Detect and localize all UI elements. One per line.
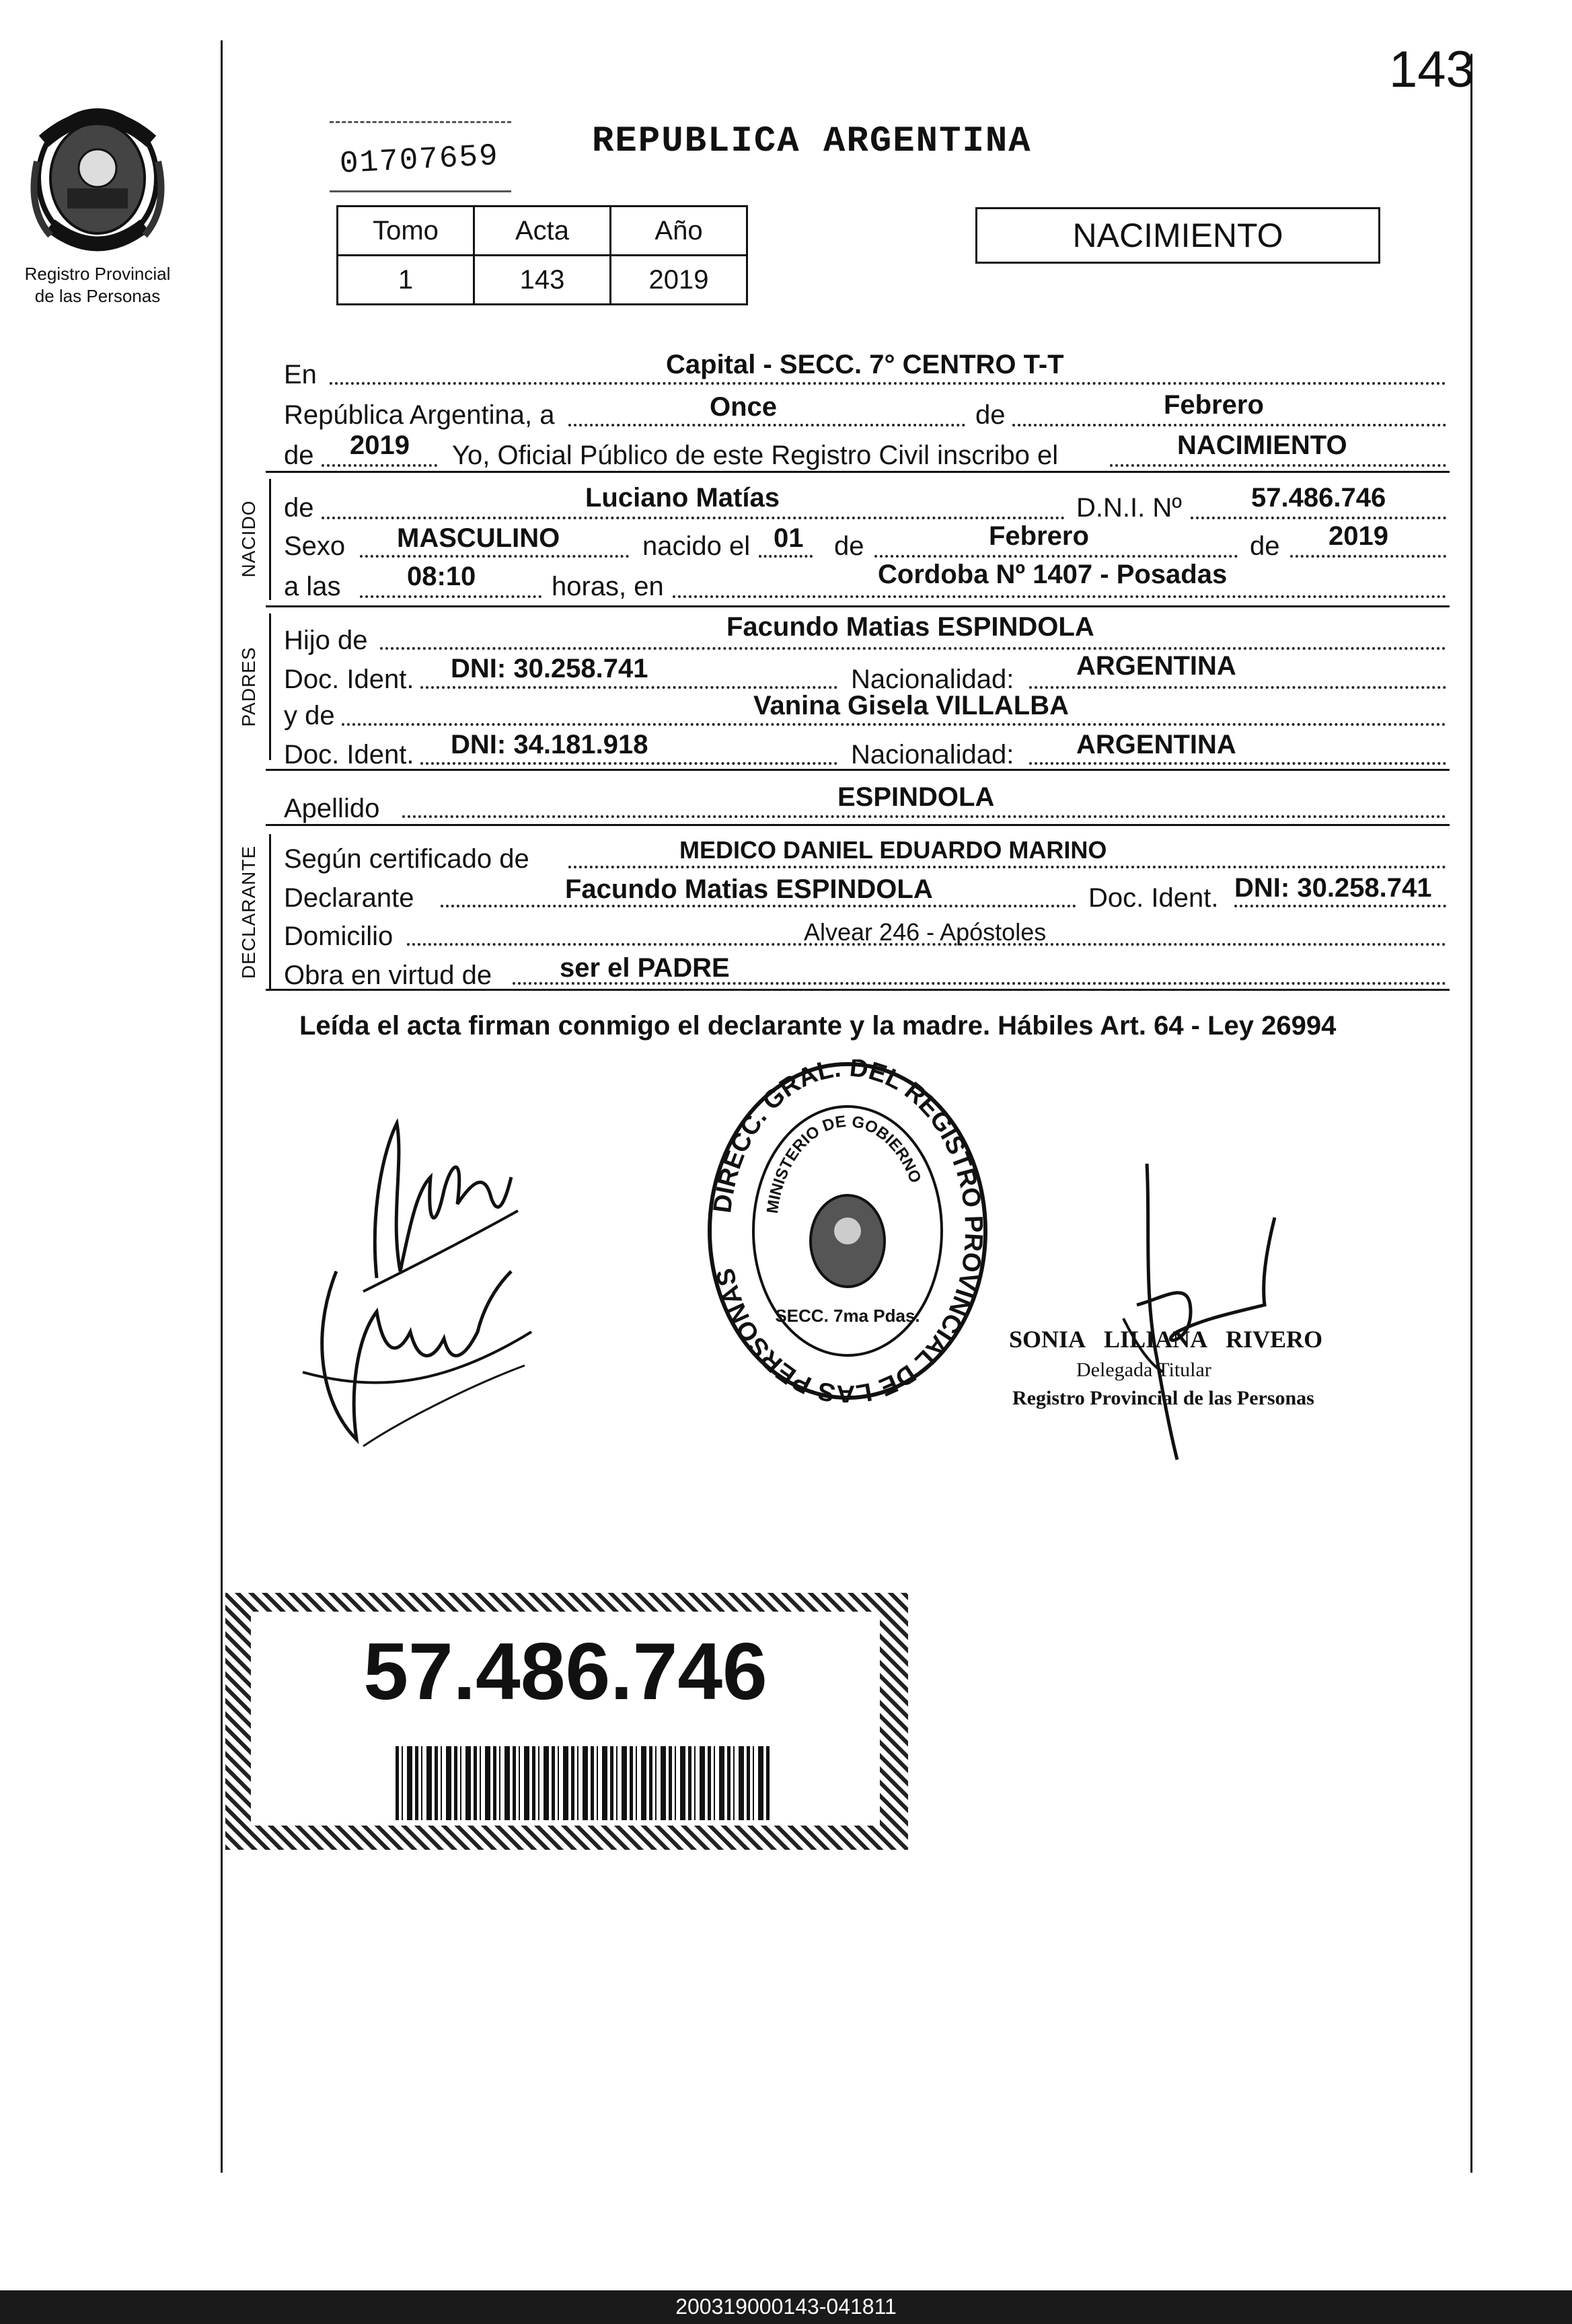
- seal-bottom-text: SECC. 7ma Pdas.: [775, 1306, 920, 1326]
- nacido-de-label-2: de: [834, 531, 864, 561]
- father-name: Facundo Matias ESPINDOLA: [726, 612, 1094, 642]
- dni-dots: [1191, 517, 1446, 519]
- record-type: NACIMIENTO: [1072, 217, 1283, 254]
- declarante-dots: [441, 905, 1076, 907]
- mother-name: Vanina Gisela VILLALBA: [753, 691, 1070, 720]
- y-de-label: y de: [284, 701, 335, 730]
- dni-barcode: [396, 1746, 772, 1820]
- birth-year-dots: [1290, 555, 1446, 558]
- seal-outer-text: DIRECC. GRAL. DEL REGISTRO PROVINCIAL DE LAS PERSONAS: [708, 1059, 988, 1402]
- father-nationality: ARGENTINA: [1076, 651, 1236, 681]
- obra-label: Obra en virtud de: [284, 961, 492, 990]
- declarante-label: Declarante: [284, 883, 414, 913]
- nacido-bracket: [269, 479, 271, 600]
- record-value-acta: 143: [474, 256, 611, 305]
- year-label: de: [284, 441, 314, 470]
- birth-year: 2019: [1328, 521, 1388, 551]
- record-type-box: [975, 207, 1380, 264]
- padres-section-label: PADRES: [238, 646, 259, 727]
- apellido-divider: [266, 824, 1450, 826]
- en-value: Capital - SECC. 7° CENTRO T-T: [666, 350, 1064, 379]
- sexo-label: Sexo: [284, 531, 346, 561]
- registry-label-line-1: Registro Provincial: [24, 264, 171, 284]
- place-dots: [673, 595, 1446, 598]
- padres-bracket: [269, 613, 271, 760]
- dni-sticker-number: 57.486.746: [363, 1626, 768, 1717]
- padres-divider: [266, 769, 1450, 771]
- hijo-label: Hijo de: [284, 626, 368, 655]
- nacido-section-label: NACIDO: [238, 500, 259, 578]
- province-shield-icon: [30, 101, 165, 256]
- right-margin-rule: [1470, 54, 1472, 2173]
- year-dots: [322, 464, 437, 467]
- left-margin-rule: [221, 40, 223, 2173]
- father-nationality-dots: [1029, 686, 1446, 689]
- dni-sticker: [225, 1593, 908, 1850]
- mother-doc-dots: [420, 762, 837, 765]
- oficial-label: Yo, Oficial Público de este Registro Civil inscribo el: [452, 441, 1059, 470]
- republic-label: República Argentina, a: [284, 400, 555, 430]
- nacido-divider: [266, 605, 1450, 607]
- apellido-dots: [402, 815, 1446, 818]
- name-dots: [322, 517, 1065, 519]
- serial-frame: [330, 121, 511, 192]
- registry-seal: [703, 1059, 992, 1402]
- mother-nationality-label: Nacionalidad:: [851, 740, 1014, 770]
- registry-label-line-2: de las Personas: [34, 286, 161, 306]
- month-value: Febrero: [1164, 390, 1264, 420]
- declarante-divider: [266, 989, 1450, 991]
- country-title: REPUBLICA ARGENTINA: [592, 121, 1032, 162]
- day-dots: [568, 424, 965, 426]
- year-value: 2019: [350, 430, 410, 460]
- header-divider: [266, 471, 1450, 473]
- page-number: 143: [1389, 41, 1474, 98]
- official-role: Delegada Titular: [1076, 1359, 1211, 1381]
- record-box: [336, 205, 748, 305]
- a-las-label: a las: [284, 572, 341, 601]
- inscribe-value: NACIMIENTO: [1177, 430, 1347, 460]
- official-office: Registro Provincial de las Personas: [1012, 1387, 1314, 1409]
- seal-inner-text: MINISTERIO DE GOBIERNO: [763, 1112, 925, 1215]
- nacido-de-label: de: [284, 493, 314, 523]
- sexo-dots: [360, 555, 629, 558]
- sexo-value: MASCULINO: [397, 523, 560, 553]
- certificado-label: Según certificado de: [284, 844, 529, 874]
- declarante-doc-dots: [1234, 905, 1446, 907]
- certificado-value: MEDICO DANIEL EDUARDO MARINO: [679, 836, 1107, 864]
- child-name: Luciano Matías: [585, 483, 780, 513]
- birth-month: Febrero: [989, 521, 1089, 551]
- declarante-section-label: DECLARANTE: [238, 845, 259, 979]
- footer-bar: [0, 2290, 1572, 2324]
- certificado-dots: [568, 866, 1446, 868]
- mother-name-dots: [342, 723, 1446, 726]
- mother-doc-label: Doc. Ident.: [284, 740, 414, 770]
- apellido-value: ESPINDOLA: [837, 782, 995, 812]
- record-value-anio: 2019: [611, 256, 747, 305]
- father-nationality-label: Nacionalidad:: [851, 665, 1014, 694]
- declarante-doc-label: Doc. Ident.: [1088, 883, 1219, 913]
- en-dots: [330, 382, 1446, 385]
- month-dots: [1012, 424, 1446, 426]
- mother-nationality: ARGENTINA: [1076, 730, 1236, 759]
- father-doc-dots: [420, 686, 837, 689]
- mother-nationality-dots: [1029, 762, 1446, 765]
- declarante-doc: DNI: 30.258.741: [1234, 873, 1432, 903]
- birth-time: 08:10: [407, 562, 476, 591]
- apellido-label: Apellido: [284, 794, 380, 823]
- record-header-tomo: Tomo: [338, 207, 474, 256]
- child-dni: 57.486.746: [1251, 483, 1386, 513]
- closing-text: Leída el acta firman conmigo el declarante y la madre. Hábiles Art. 64 - Ley 26994: [299, 1011, 1337, 1041]
- signature-madre: [296, 1258, 538, 1453]
- domicilio-value: Alvear 246 - Apóstoles: [804, 918, 1047, 946]
- time-dots: [360, 595, 541, 598]
- birth-place: Cordoba Nº 1407 - Posadas: [878, 560, 1228, 589]
- father-doc: DNI: 30.258.741: [451, 654, 648, 683]
- signature-official: [1083, 1144, 1298, 1466]
- obra-value: ser el PADRE: [560, 953, 730, 983]
- record-header-anio: Año: [611, 207, 747, 256]
- declarante-bracket: [269, 834, 271, 989]
- birth-month-dots: [874, 555, 1238, 558]
- record-header-acta: Acta: [474, 207, 611, 256]
- footer-code: 200319000143-041811: [675, 2294, 897, 2319]
- birth-day: 01: [774, 523, 804, 553]
- declarante-name: Facundo Matias ESPINDOLA: [565, 874, 933, 904]
- serial-number: 01707659: [338, 138, 500, 182]
- official-name: SONIA LILIANA RIVERO: [1009, 1326, 1323, 1353]
- province-logo-text: [0, 0, 8, 1]
- horas-label: horas, en: [552, 572, 664, 601]
- father-name-dots: [380, 647, 1446, 650]
- dni-label: D.N.I. Nº: [1076, 493, 1182, 523]
- father-doc-label: Doc. Ident.: [284, 665, 414, 694]
- nacido-el-label: nacido el: [642, 531, 751, 561]
- mother-doc: DNI: 34.181.918: [451, 730, 648, 759]
- record-value-tomo: 1: [338, 256, 474, 305]
- en-label: En: [284, 360, 317, 389]
- de-label: de: [975, 400, 1006, 430]
- dni-sticker-inner: [251, 1612, 880, 1826]
- birth-day-dots: [759, 555, 813, 558]
- nacido-de-label-3: de: [1250, 531, 1280, 561]
- domicilio-label: Domicilio: [284, 922, 394, 951]
- day-value: Once: [710, 392, 778, 422]
- inscribe-dots: [1110, 464, 1446, 467]
